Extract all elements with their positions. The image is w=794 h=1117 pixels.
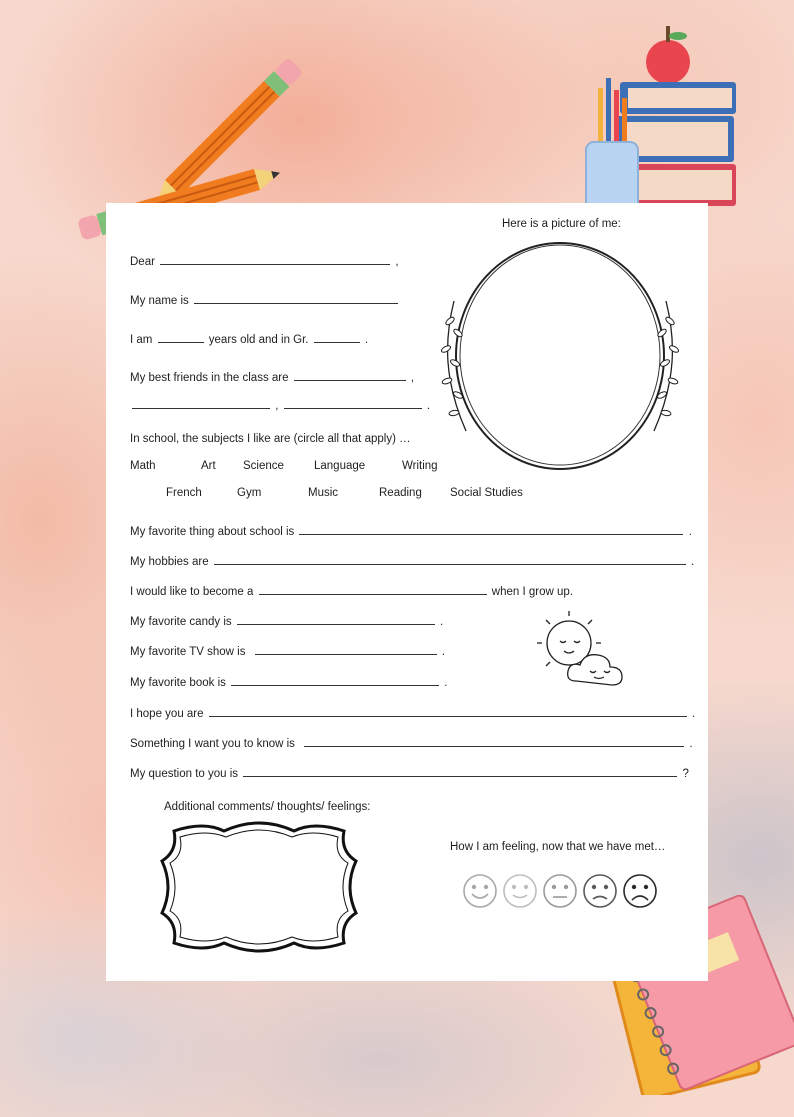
name-blank[interactable]: [194, 292, 398, 304]
friends-suffix: ,: [410, 372, 415, 384]
face-very-happy[interactable]: [464, 875, 496, 907]
candy-field[interactable]: [130, 613, 443, 629]
subject-music[interactable]: Music: [308, 487, 339, 499]
friends-blank-2[interactable]: [132, 397, 270, 409]
hope-suffix: .: [691, 708, 696, 720]
hope-label: I hope you are: [130, 708, 204, 720]
tv-show-field[interactable]: [130, 643, 445, 659]
question-label: My question to you is: [130, 768, 239, 780]
become-label: I would like to become a: [130, 586, 254, 598]
age-label: I am: [130, 334, 153, 346]
know-label: Something I want you to know is: [130, 738, 295, 750]
know-blank[interactable]: [304, 735, 684, 747]
favorite-thing-blank[interactable]: [299, 523, 683, 535]
favorite-thing-suffix: .: [688, 526, 692, 538]
subject-writing[interactable]: Writing: [402, 460, 438, 472]
hobbies-suffix: .: [691, 556, 695, 568]
book-blank[interactable]: [231, 674, 439, 686]
dear-suffix: ,: [395, 256, 399, 268]
name-label: My name is: [130, 295, 189, 307]
favorite-thing-field[interactable]: [130, 523, 692, 539]
friends-separator: ,: [275, 400, 279, 412]
face-sad[interactable]: [584, 875, 616, 907]
grade-blank[interactable]: [314, 331, 360, 343]
dear-blank[interactable]: [160, 253, 390, 265]
tv-show-blank[interactable]: [255, 643, 437, 655]
friends-field[interactable]: [130, 369, 414, 385]
subject-art[interactable]: Art: [201, 460, 216, 472]
picture-caption: Here is a picture of me:: [502, 218, 621, 230]
grade-label: years old and in Gr.: [208, 334, 309, 346]
friends-blank-1[interactable]: [294, 369, 406, 381]
subject-social-studies[interactable]: Social Studies: [450, 487, 523, 499]
face-neutral[interactable]: [544, 875, 576, 907]
know-field[interactable]: [130, 735, 693, 751]
sun-cloud-icon: [524, 603, 644, 693]
age-blank[interactable]: [158, 331, 204, 343]
question-field[interactable]: [130, 765, 689, 781]
feeling-label: How I am feeling, now that we have met…: [450, 841, 666, 853]
candy-label: My favorite candy is: [130, 616, 232, 628]
name-field[interactable]: [130, 292, 400, 308]
hobbies-blank[interactable]: [214, 553, 686, 565]
become-suffix: when I grow up.: [491, 586, 573, 598]
face-very-sad[interactable]: [624, 875, 656, 907]
friends-label: My best friends in the class are: [130, 372, 289, 384]
tv-show-label: My favorite TV show is: [130, 646, 246, 658]
subject-gym[interactable]: Gym: [237, 487, 262, 499]
comments-label: Additional comments/ thoughts/ feelings:: [164, 801, 371, 813]
dear-label: Dear: [130, 256, 155, 268]
become-field[interactable]: [130, 583, 573, 599]
subject-math[interactable]: Math: [130, 460, 156, 472]
worksheet-page: [106, 203, 708, 981]
comments-frame[interactable]: [144, 817, 374, 957]
hope-field[interactable]: [130, 705, 695, 721]
tv-show-suffix: .: [441, 646, 446, 658]
book-field[interactable]: [130, 674, 447, 690]
picture-frame[interactable]: [430, 231, 690, 481]
age-grade-field[interactable]: [130, 331, 368, 347]
age-suffix: .: [364, 334, 369, 346]
subjects-prompt: In school, the subjects I like are (circle all that apply) …: [130, 433, 411, 445]
hobbies-field[interactable]: [130, 553, 694, 569]
question-suffix: ?: [682, 768, 689, 780]
hope-blank[interactable]: [209, 705, 687, 717]
subject-french[interactable]: French: [166, 487, 202, 499]
face-happy[interactable]: [504, 875, 536, 907]
become-blank[interactable]: [259, 583, 487, 595]
friends-blank-3[interactable]: [284, 397, 422, 409]
candy-suffix: .: [440, 616, 444, 628]
favorite-thing-label: My favorite thing about school is: [130, 526, 295, 538]
dear-field[interactable]: [130, 253, 399, 269]
question-blank[interactable]: [243, 765, 677, 777]
book-suffix: .: [444, 677, 448, 689]
subject-science[interactable]: Science: [243, 460, 284, 472]
know-suffix: .: [689, 738, 693, 750]
book-label: My favorite book is: [130, 677, 226, 689]
books-and-apple-illustration: [580, 18, 750, 218]
feeling-faces-row: [458, 871, 668, 911]
candy-blank[interactable]: [237, 613, 435, 625]
friends-field-row2[interactable]: , .: [130, 397, 430, 413]
subject-reading[interactable]: Reading: [379, 487, 422, 499]
subject-language[interactable]: Language: [314, 460, 366, 472]
hobbies-label: My hobbies are: [130, 556, 209, 568]
